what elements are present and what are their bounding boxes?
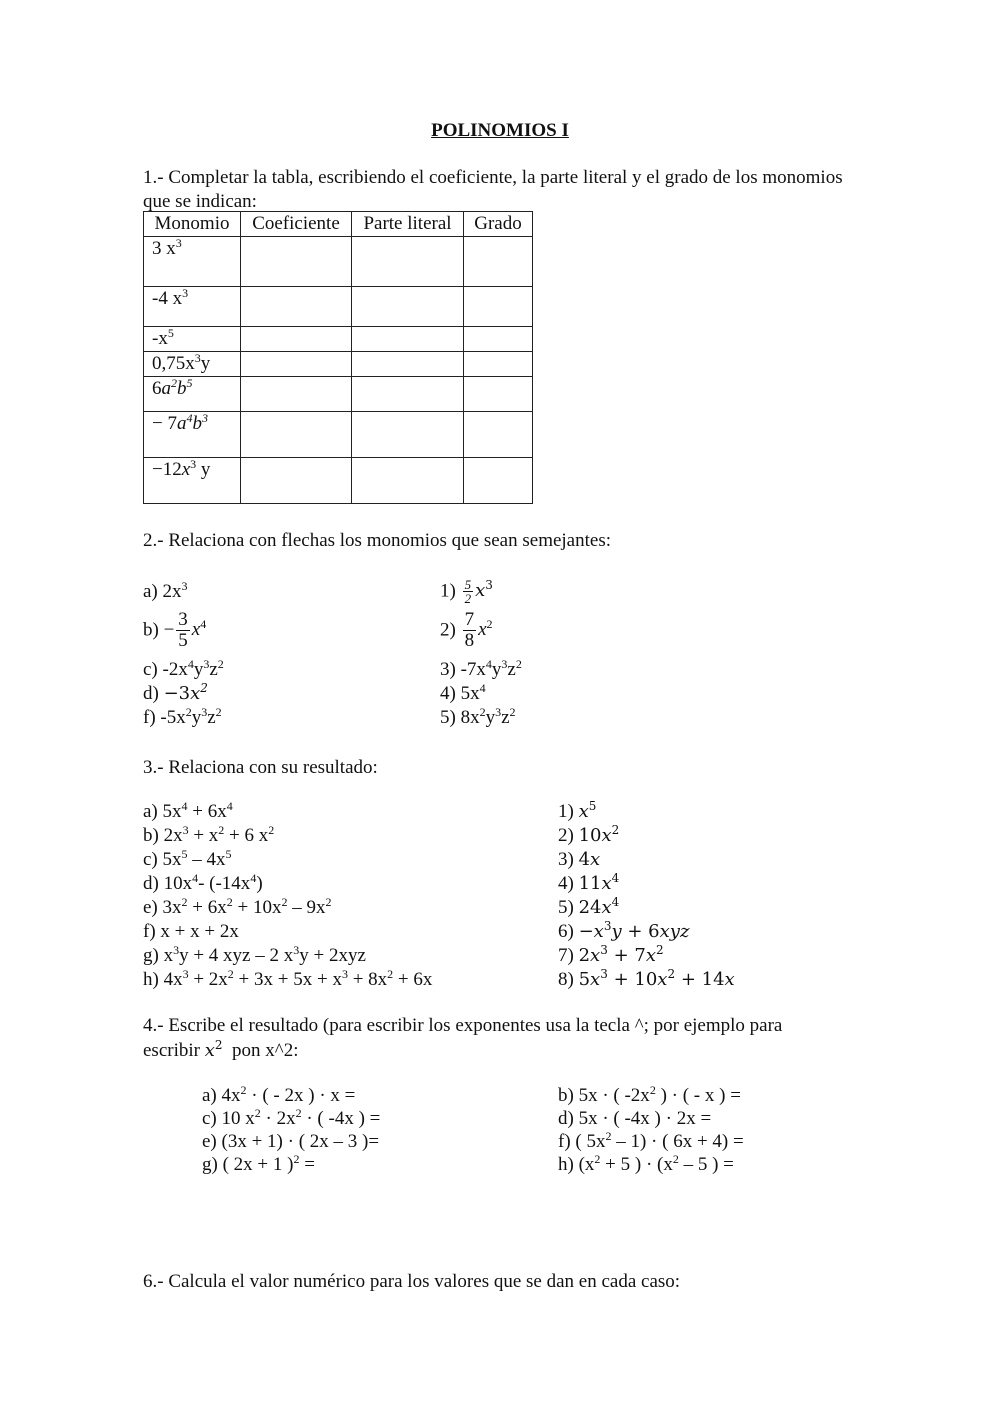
q3-left-f: f) x + x + 2x [143,921,239,942]
q4-item-b: b) 5x · ( $-2x^2$ ) · ( - x ) = [558,1083,741,1106]
q2-right-4: 4) $5x^4$ [440,681,486,704]
q3-left-a: a) $5x^4 + 6x^4$ [143,799,233,822]
q4-item-a: a) $4x^2$ · ( - 2x ) · x = [202,1083,356,1106]
question-1-text: 1.- Completar la tabla, escribiendo el coeficiente, la parte literal y el grado de los monomios que se indican: [143,167,843,212]
coef-cell[interactable] [241,287,352,327]
monomial-cell: $6a^2b^5$ [144,377,241,412]
table-row [144,458,533,504]
q2-left-c: c) $-2x^4y^3z^2$ [143,657,224,680]
table-row [144,327,533,352]
q2-right-3: 3) $-7x^4y^3z^2$ [440,657,522,680]
literal-cell[interactable] [352,352,464,377]
degree-cell[interactable] [464,352,533,377]
degree-cell[interactable] [464,412,533,458]
degree-cell[interactable] [464,458,533,504]
q3-left-g: g) $x^3y + 4$ xyz – 2 $x^3y + 2xyz$ [143,943,366,966]
question-4-text-line2 [143,1039,298,1063]
q4-item-h: h) ($x^2 + 5$ ) · ($x^2 - 5$ ) = [558,1152,734,1175]
q4-text-b1: escribir [143,1040,205,1061]
table-row [144,377,533,412]
q2-left-d: $d) -3x^2$ [143,681,208,704]
header-monomio: Monomio [144,212,241,237]
q3-right-2: 2) $10x^2$ [558,823,620,846]
q2-left-f: f) $-5x^2y^3z^2$ [143,705,222,728]
literal-cell[interactable] [352,458,464,504]
literal-cell[interactable] [352,327,464,352]
q3-right-6: $6) -x^3y + 6xyz$ [558,919,690,942]
question-4-text: 4.- Escribe el resultado (para escribir los exponentes usa la tecla ^; por ejemplo para [143,1015,783,1036]
q3-right-1: 1) $x^5$ [558,799,597,822]
question-3-text: 3.- Relaciona con su resultado: [143,757,378,778]
header-parte-literal: Parte literal [352,212,464,237]
q3-left-h: h) $4x^3 + 2x^2 + 3x + 5x + x^3 + 8x^2 + 6x$ [143,967,433,990]
monomial-cell: -4 $x^3$ [144,287,241,327]
q4-example-expression: $x^2$ [204,1038,223,1061]
q2-right-2: 2) $\frac{7}{8}$ $x^2$ [440,609,493,651]
literal-cell[interactable] [352,237,464,287]
q2-left-a: a) $2x^3$ [143,579,188,602]
table-row [144,352,533,377]
monomial-cell: $-x^5$ [144,327,241,352]
table-row [144,237,533,287]
q3-left-b: b) $2x^3 + x^2 + 6$ $x^2$ [143,823,275,846]
degree-cell[interactable] [464,287,533,327]
monomial-cell: 3 $x^3$ [144,237,241,287]
q4-text-b3: pon x^2: [222,1040,299,1061]
q2-left-b: b) − $\frac{3}{5}$ $x^4$ [143,609,207,651]
literal-cell[interactable] [352,377,464,412]
q2-right-5: 5) $8x^2y^3z^2$ [440,705,516,728]
q3-left-e: e) $3x^2 + 6x^2 + 10x^2 - 9x^2$ [143,895,332,918]
header-coeficiente: Coeficiente [241,212,352,237]
monomial-table [143,211,533,504]
header-grado: Grado [464,212,533,237]
q4-item-c: c) 10 $x^2 \cdot 2x^2$ · ( -4x ) = [202,1106,381,1129]
q3-right-5: 5) $24x^4$ [558,895,620,918]
question-6-text: 6.- Calcula el valor numérico para los valores que se dan en cada caso: [143,1271,681,1292]
q4-item-g: g) ( 2x + 1 )$^2$ = [202,1152,315,1175]
literal-cell[interactable] [352,412,464,458]
q3-right-7: 7) $2x^3 + 7x^2$ [558,943,664,966]
q2-right-1: 1) $\frac{5}{2}$ $x^3$ [440,577,493,606]
monomial-cell: $0,75x^3y$ [144,352,241,377]
q3-right-3: 3) 4x [558,849,601,870]
q4-item-d: d) 5x · ( -4x ) · 2x = [558,1108,712,1129]
page-title: POLINOMIOS I [431,120,569,141]
monomial-cell: − $7a^4b^3$ [144,412,241,458]
coef-cell[interactable] [241,327,352,352]
q3-left-d: d) $10x^4-$ $(-14x^4)$ [143,871,263,894]
table-row [144,412,533,458]
question-2-text: 2.- Relaciona con flechas los monomios que sean semejantes: [143,530,612,551]
coef-cell[interactable] [241,352,352,377]
degree-cell[interactable] [464,327,533,352]
monomial-cell: $-12x^3$ y [144,458,241,504]
table-header-row [144,212,533,237]
q4-item-e: e) (3x + 1) · ( 2x – 3 )= [202,1131,380,1152]
literal-cell[interactable] [352,287,464,327]
degree-cell[interactable] [464,237,533,287]
coef-cell[interactable] [241,377,352,412]
coef-cell[interactable] [241,458,352,504]
q4-item-f: f) ( $5x^2 - 1$) · ( 6x + 4) = [558,1129,744,1152]
table-row [144,287,533,327]
degree-cell[interactable] [464,377,533,412]
q3-right-8: 8) $5x^3 + 10x^2 + 14x$ [558,967,735,990]
q3-left-c: c) $5x^5 - 4x^5$ [143,847,232,870]
coef-cell[interactable] [241,412,352,458]
coef-cell[interactable] [241,237,352,287]
q3-right-4: 4) $11x^4$ [558,871,620,894]
